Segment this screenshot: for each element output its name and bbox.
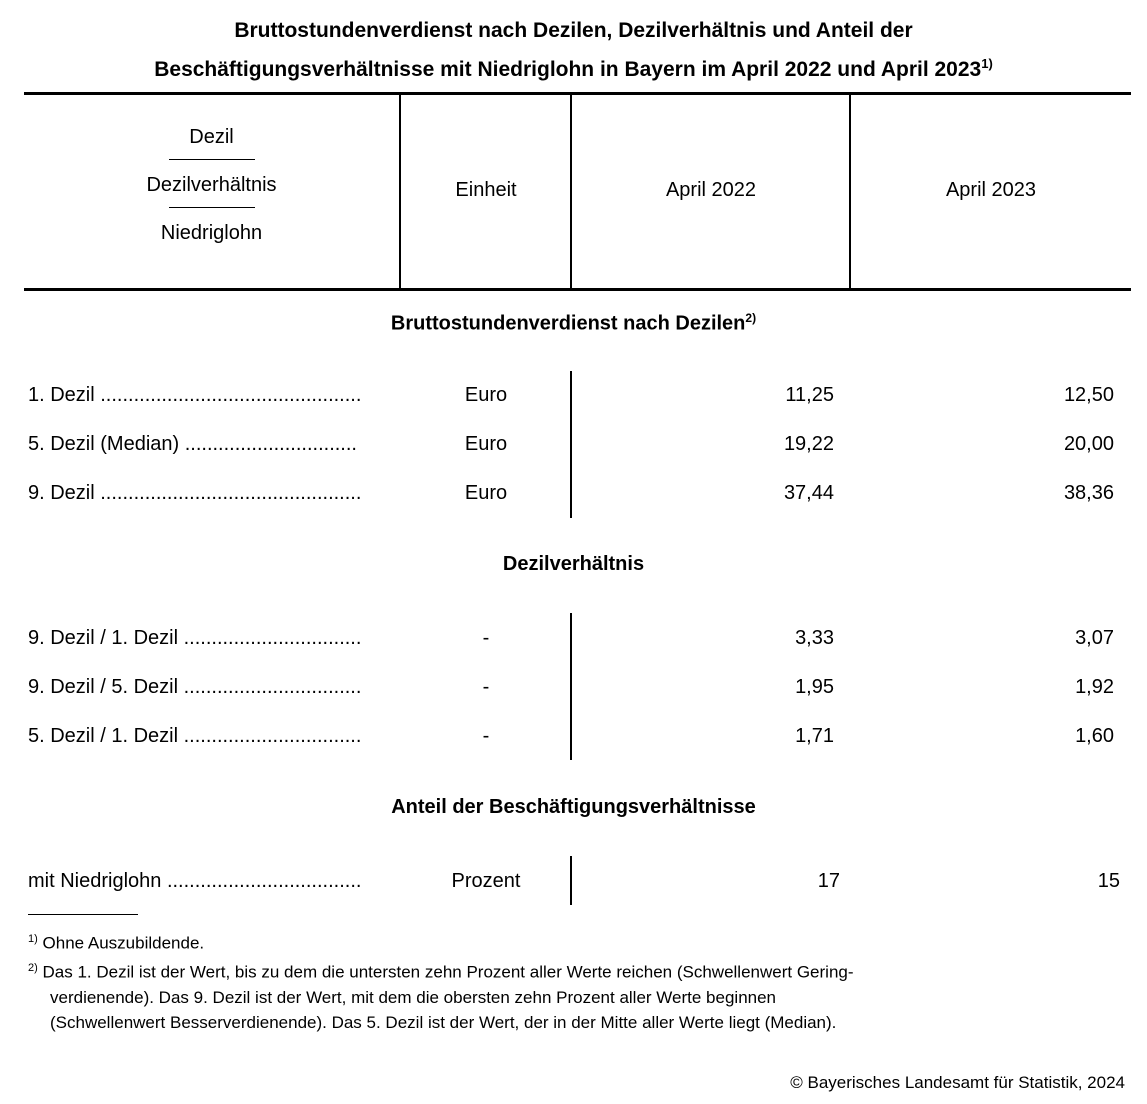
row-label: 9. Dezil / 5. Dezil ................................ <box>28 676 362 698</box>
copyright-notice: © Bayerisches Landesamt für Statistik, 2024 <box>790 1073 1125 1092</box>
footnote-2-line-2: verdienende). Das 9. Dezil ist der Wert, mit dem die obersten zehn Prozent aller Werte beginnen <box>50 988 777 1007</box>
header-col-dezil <box>24 126 399 245</box>
row-value-2023: 1,92 <box>1075 676 1114 698</box>
row-unit: Euro <box>464 433 508 455</box>
row-unit: Euro <box>464 384 508 406</box>
table-title <box>0 14 1147 86</box>
header-separator <box>169 159 255 160</box>
row-value-2023: 20,00 <box>1063 433 1114 455</box>
header-bottom-rule <box>24 288 1131 291</box>
header-col-april-2023: April 2023 <box>945 179 1037 201</box>
row-unit: Prozent <box>451 870 521 892</box>
header-col-einheit: Einheit <box>455 179 517 201</box>
footnote-1-mark: 1) <box>28 933 38 945</box>
row-value-2022: 3,33 <box>795 627 834 649</box>
row-unit: - <box>482 627 490 649</box>
section-footnote-mark: 2) <box>745 311 757 325</box>
row-value-2022: 19,22 <box>783 433 834 455</box>
footnote-2: $^{2)}$ Das 1. Dezil ist der Wert, bis zu dem die untersten zehn Prozent aller Werte reichen (Schwellenwert Gering- <box>28 962 854 982</box>
row-label: mit Niedriglohn ................................... <box>28 870 362 892</box>
row-label: 5. Dezil / 1. Dezil ................................ <box>28 725 362 747</box>
header-dezilverhaeltnis-label: Dezilverhältnis <box>146 174 277 196</box>
footnote-2-mark: 2) <box>28 962 38 974</box>
row-value-2022: 37,44 <box>783 482 834 504</box>
row-value-2022: 11,25 <box>785 384 834 406</box>
title-footnote-mark: 1) <box>981 56 993 71</box>
section-title-dezilverhaeltnis: Dezilverhältnis <box>502 553 645 575</box>
header-separator <box>169 207 255 208</box>
footnote-2-line-3: (Schwellenwert Besserverdienende). Das 5. Dezil ist der Wert, der in der Mitte aller Werte liegt (Median). <box>50 1013 837 1032</box>
row-value-2022: 1,95 <box>795 676 834 698</box>
row-label: 9. Dezil / 1. Dezil ................................ <box>28 627 362 649</box>
row-value-2023: 3,07 <box>1075 627 1114 649</box>
footnote-1: $^{1)}$ Ohne Auszubildende. <box>28 933 205 953</box>
row-unit: Euro <box>464 482 508 504</box>
row-value-2023: 15 <box>1097 870 1120 892</box>
row-unit: - <box>482 676 490 698</box>
header-top-rule <box>24 92 1131 95</box>
row-label: 5. Dezil (Median) ............................... <box>28 433 357 455</box>
row-value-2022: 1,71 <box>795 725 834 747</box>
section-title-bruttostundenverdienst: Bruttostundenverdienst nach Dezilen$^{2)}$ <box>390 311 757 335</box>
row-unit: - <box>482 725 490 747</box>
section-title-anteil: Anteil der Beschäftigungsverhältnisse <box>391 796 756 818</box>
footnote-rule <box>28 914 138 915</box>
row-label: 9. Dezil ............................................... <box>28 482 362 504</box>
title-line-1: Bruttostundenverdienst nach Dezilen, Dezilverhältnis und Anteil der <box>234 19 913 42</box>
title-line-2: Beschäftigungsverhältnisse mit Niedriglohn in Bayern im April 2022 und April 2023$^{1)}$ <box>154 56 993 81</box>
row-value-2023: 12,50 <box>1063 384 1114 406</box>
header-dezil-label: Dezil <box>189 126 234 148</box>
row-value-2023: 38,36 <box>1063 482 1114 504</box>
header-niedriglohn-label: Niedriglohn <box>160 222 263 244</box>
row-value-2023: 1,60 <box>1075 725 1114 747</box>
row-label: 1. Dezil ............................................... <box>28 384 362 406</box>
row-value-2022: 17 <box>817 870 840 892</box>
header-col-april-2022: April 2022 <box>665 179 757 201</box>
